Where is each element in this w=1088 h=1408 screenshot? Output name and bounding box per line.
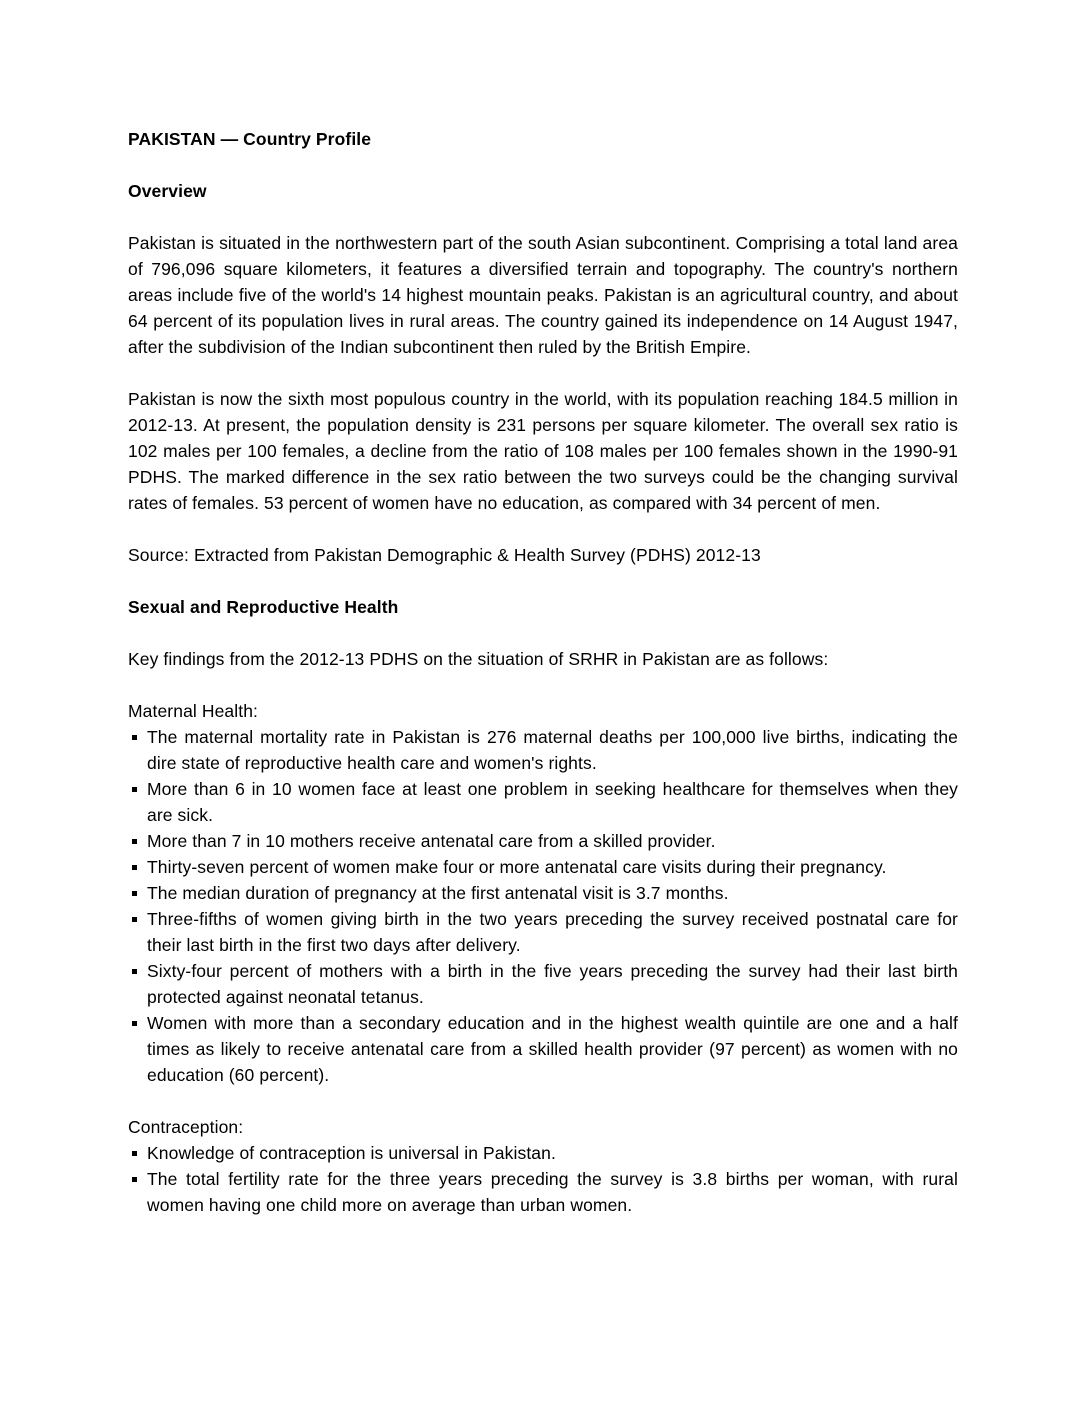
maternal-health-label: Maternal Health: bbox=[128, 701, 258, 721]
list-item: Knowledge of contraception is universal in Pakistan. bbox=[128, 1140, 958, 1166]
key-findings-intro: Key findings from the 2012-13 PDHS on the situation of SRHR in Pakistan are as follows: bbox=[128, 649, 829, 669]
document-title: PAKISTAN — Country Profile bbox=[128, 129, 372, 149]
contraception-bullet-list bbox=[128, 1140, 958, 1218]
contraception-label: Contraception: bbox=[128, 1117, 244, 1137]
overview-paragraph-1: Pakistan is situated in the northwestern part of the south Asian subcontinent. Comprising a total land area of 796,096 square kilometers, it features a diversified terrain and topography. The country's northern areas include five of the world's 14 highest mountain peaks. Pakistan is an agricultural country, and about 64 percent of its population lives in rural areas. The country gained its independence on 14 August 1947, after the subdivision of the Indian subcontinent then ruled by the British Empire. bbox=[128, 233, 958, 357]
list-item: The maternal mortality rate in Pakistan is 276 maternal deaths per 100,000 live births, indicating the dire state of reproductive health care and women's rights. bbox=[128, 724, 958, 776]
srh-heading: Sexual and Reproductive Health bbox=[128, 597, 399, 617]
source-line: Source: Extracted from Pakistan Demographic & Health Survey (PDHS) 2012-13 bbox=[128, 545, 761, 565]
list-item: The total fertility rate for the three years preceding the survey is 3.8 births per woman, with rural women having one child more on average than urban women. bbox=[128, 1166, 958, 1218]
maternal-health-bullet-list bbox=[128, 724, 958, 1088]
document-body bbox=[128, 126, 958, 1218]
overview-heading: Overview bbox=[128, 181, 207, 201]
list-item: Thirty-seven percent of women make four or more antenatal care visits during their pregnancy. bbox=[128, 854, 958, 880]
list-item: Sixty-four percent of mothers with a birth in the five years preceding the survey had their last birth protected against neonatal tetanus. bbox=[128, 958, 958, 1010]
list-item: More than 7 in 10 mothers receive antenatal care from a skilled provider. bbox=[128, 828, 958, 854]
contraception-section bbox=[128, 1114, 958, 1218]
maternal-health-section bbox=[128, 698, 958, 1088]
list-item: The median duration of pregnancy at the first antenatal visit is 3.7 months. bbox=[128, 880, 958, 906]
overview-paragraph-2: Pakistan is now the sixth most populous country in the world, with its population reaching 184.5 million in 2012-13. At present, the population density is 231 persons per square kilometer. The overall sex ratio is 102 males per 100 females, a decline from the ratio of 108 males per 100 females shown in the 1990-91 PDHS. The marked difference in the sex ratio between the two surveys could be the changing survival rates of females. 53 percent of women have no education, as compared with 34 percent of men. bbox=[128, 389, 958, 513]
list-item: Women with more than a secondary education and in the highest wealth quintile are one and a half times as likely to receive antenatal care from a skilled health provider (97 percent) as women with no education (60 percent). bbox=[128, 1010, 958, 1088]
list-item: Three-fifths of women giving birth in the two years preceding the survey received postnatal care for their last birth in the first two days after delivery. bbox=[128, 906, 958, 958]
list-item: More than 6 in 10 women face at least one problem in seeking healthcare for themselves when they are sick. bbox=[128, 776, 958, 828]
